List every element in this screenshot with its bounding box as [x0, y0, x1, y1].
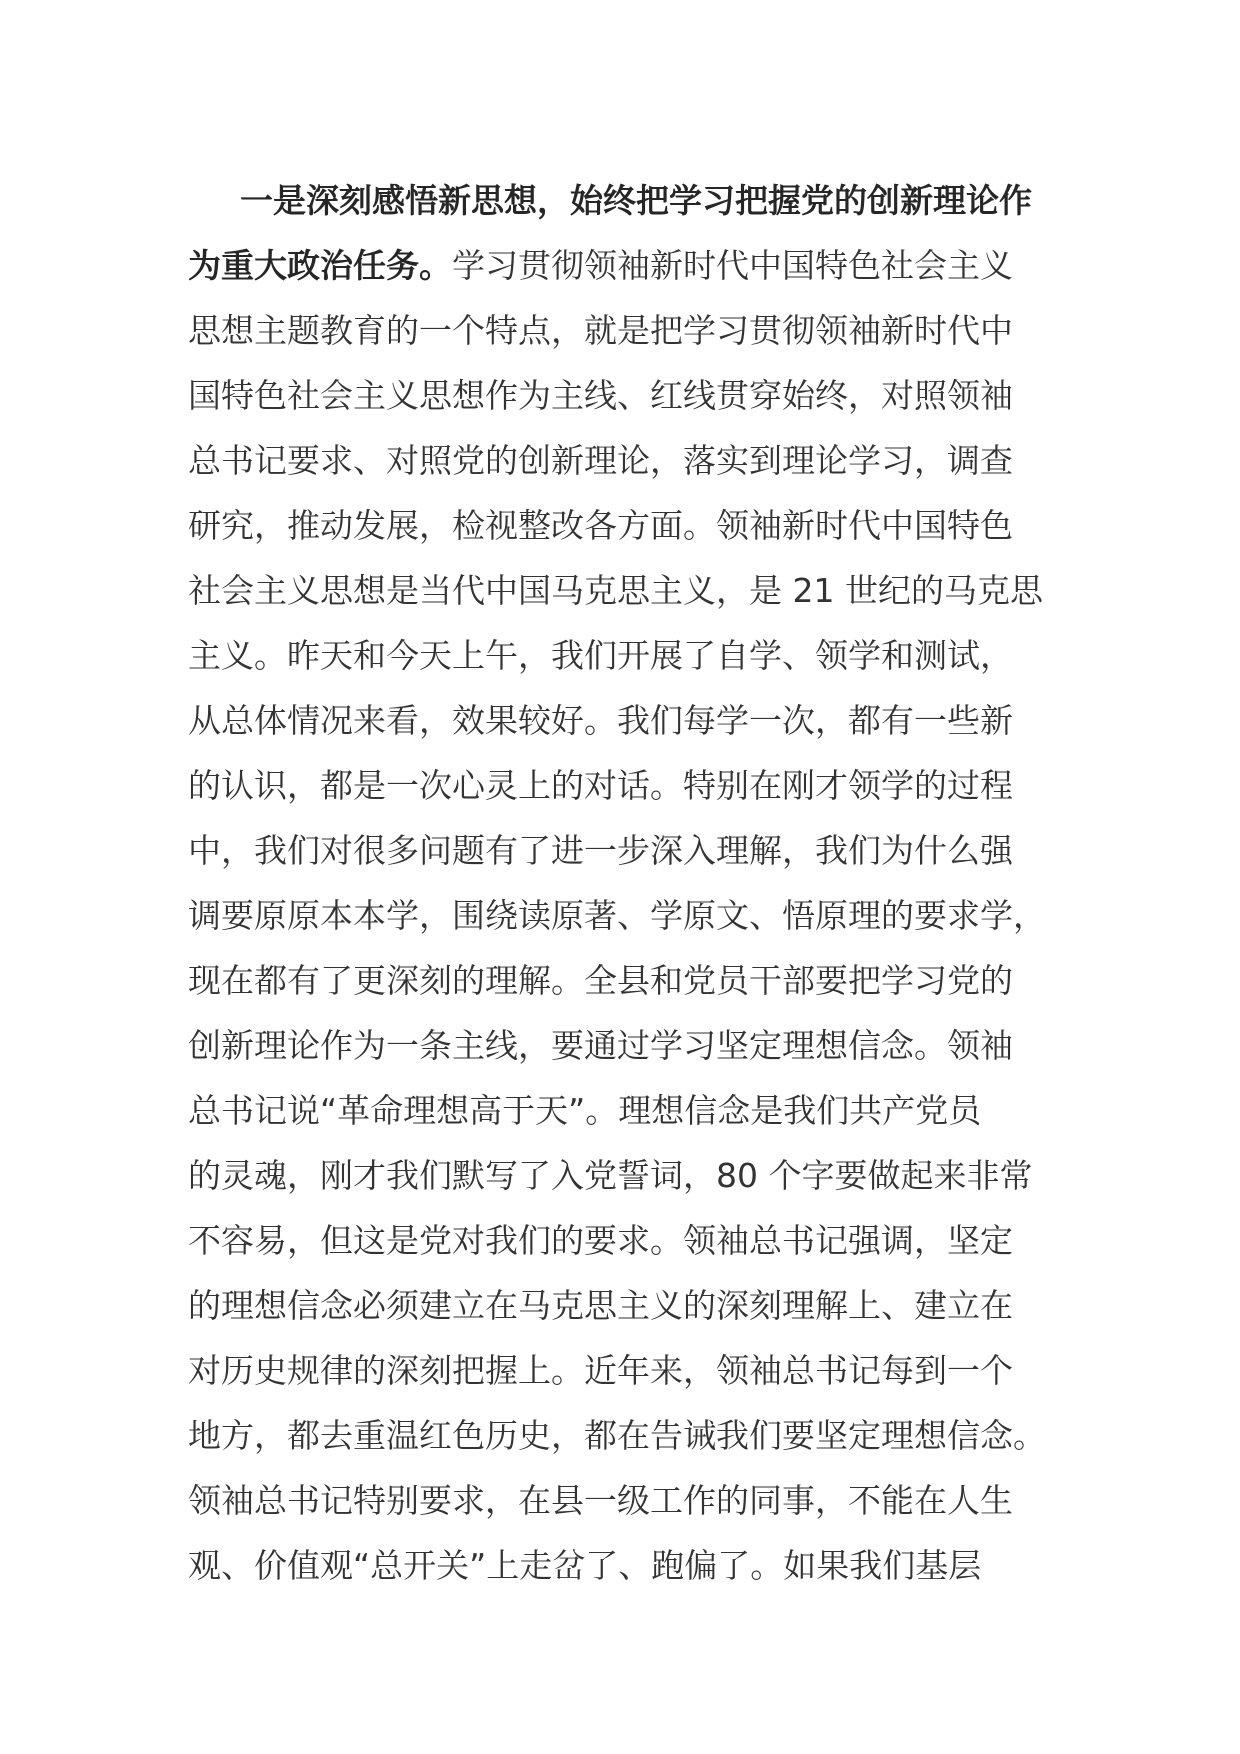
line-text: 观、价值观“总开关”上走岔了、跑偏了。如果我们基层 [188, 1546, 982, 1585]
line-text: 领袖总书记特别要求，在县一级工作的同事，不能在人生 [188, 1481, 1013, 1520]
bold-heading: 为重大政治任务。 [188, 246, 452, 285]
text-line [188, 1338, 1048, 1403]
line-text: 的理想信念必须建立在马克思主义的深刻理解上、建立在 [188, 1286, 1013, 1325]
text-line [188, 948, 1048, 1013]
text-line [188, 298, 1048, 363]
line-text: 创新理论作为一条主线，要通过学习坚定理想信念。领袖 [188, 1026, 1013, 1065]
text-line [188, 623, 1048, 688]
bold-heading: 一是深刻感悟新思想，始终把学习把握党的创新理论作 [240, 181, 1032, 220]
line-text: 国特色社会主义思想作为主线、红线贯穿始终，对照领袖 [188, 376, 1013, 415]
line-text: 研究，推动发展，检视整改各方面。领袖新时代中国特色 [188, 506, 1013, 545]
line-text: 对历史规律的深刻把握上。近年来，领袖总书记每到一个 [188, 1351, 1013, 1390]
line-text: 中，我们对很多问题有了进一步深入理解，我们为什么强 [188, 831, 1013, 870]
text-line [188, 1143, 1048, 1208]
line-text: 现在都有了更深刻的理解。全县和党员干部要把学习党的 [188, 961, 1013, 1000]
line-text: 的灵魂，刚才我们默写了入党誓词，80 个字要做起来非常 [188, 1156, 1033, 1195]
text-line [188, 558, 1048, 623]
text-line [188, 1533, 1048, 1598]
line-text: 总书记说“革命理想高于天”。理想信念是我们共产党员 [188, 1091, 982, 1130]
line-text: 主义。昨天和今天上午，我们开展了自学、领学和测试， [188, 636, 1013, 675]
text-line [188, 233, 1048, 298]
text-line [188, 493, 1048, 558]
line-text: 地方，都去重温红色历史，都在告诫我们要坚定理想信念。 [188, 1416, 1046, 1455]
text-line [188, 1208, 1048, 1273]
line-text: 学习贯彻领袖新时代中国特色社会主义 [452, 246, 1013, 285]
line-text: 总书记要求、对照党的创新理论，落实到理论学习，调查 [188, 441, 1013, 480]
line-text: 思想主题教育的一个特点，就是把学习贯彻领袖新时代中 [188, 311, 1013, 350]
text-line [188, 1403, 1048, 1468]
line-text: 调要原原本本学，围绕读原著、学原文、悟原理的要求学， [188, 896, 1046, 935]
text-line [188, 428, 1048, 493]
line-text: 社会主义思想是当代中国马克思主义，是 21 世纪的马克思 [188, 571, 1043, 610]
line-text: 不容易，但这是党对我们的要求。领袖总书记强调，坚定 [188, 1221, 1013, 1260]
line-text: 的认识，都是一次心灵上的对话。特别在刚才领学的过程 [188, 766, 1013, 805]
text-line [188, 168, 1048, 233]
body-paragraph [188, 168, 1048, 1598]
text-line [188, 1468, 1048, 1533]
text-line [188, 1273, 1048, 1338]
text-line [188, 818, 1048, 883]
text-line [188, 883, 1048, 948]
text-line [188, 1013, 1048, 1078]
line-text: 从总体情况来看，效果较好。我们每学一次，都有一些新 [188, 701, 1013, 740]
text-line [188, 688, 1048, 753]
text-line [188, 1078, 1048, 1143]
text-line [188, 363, 1048, 428]
text-line [188, 753, 1048, 818]
